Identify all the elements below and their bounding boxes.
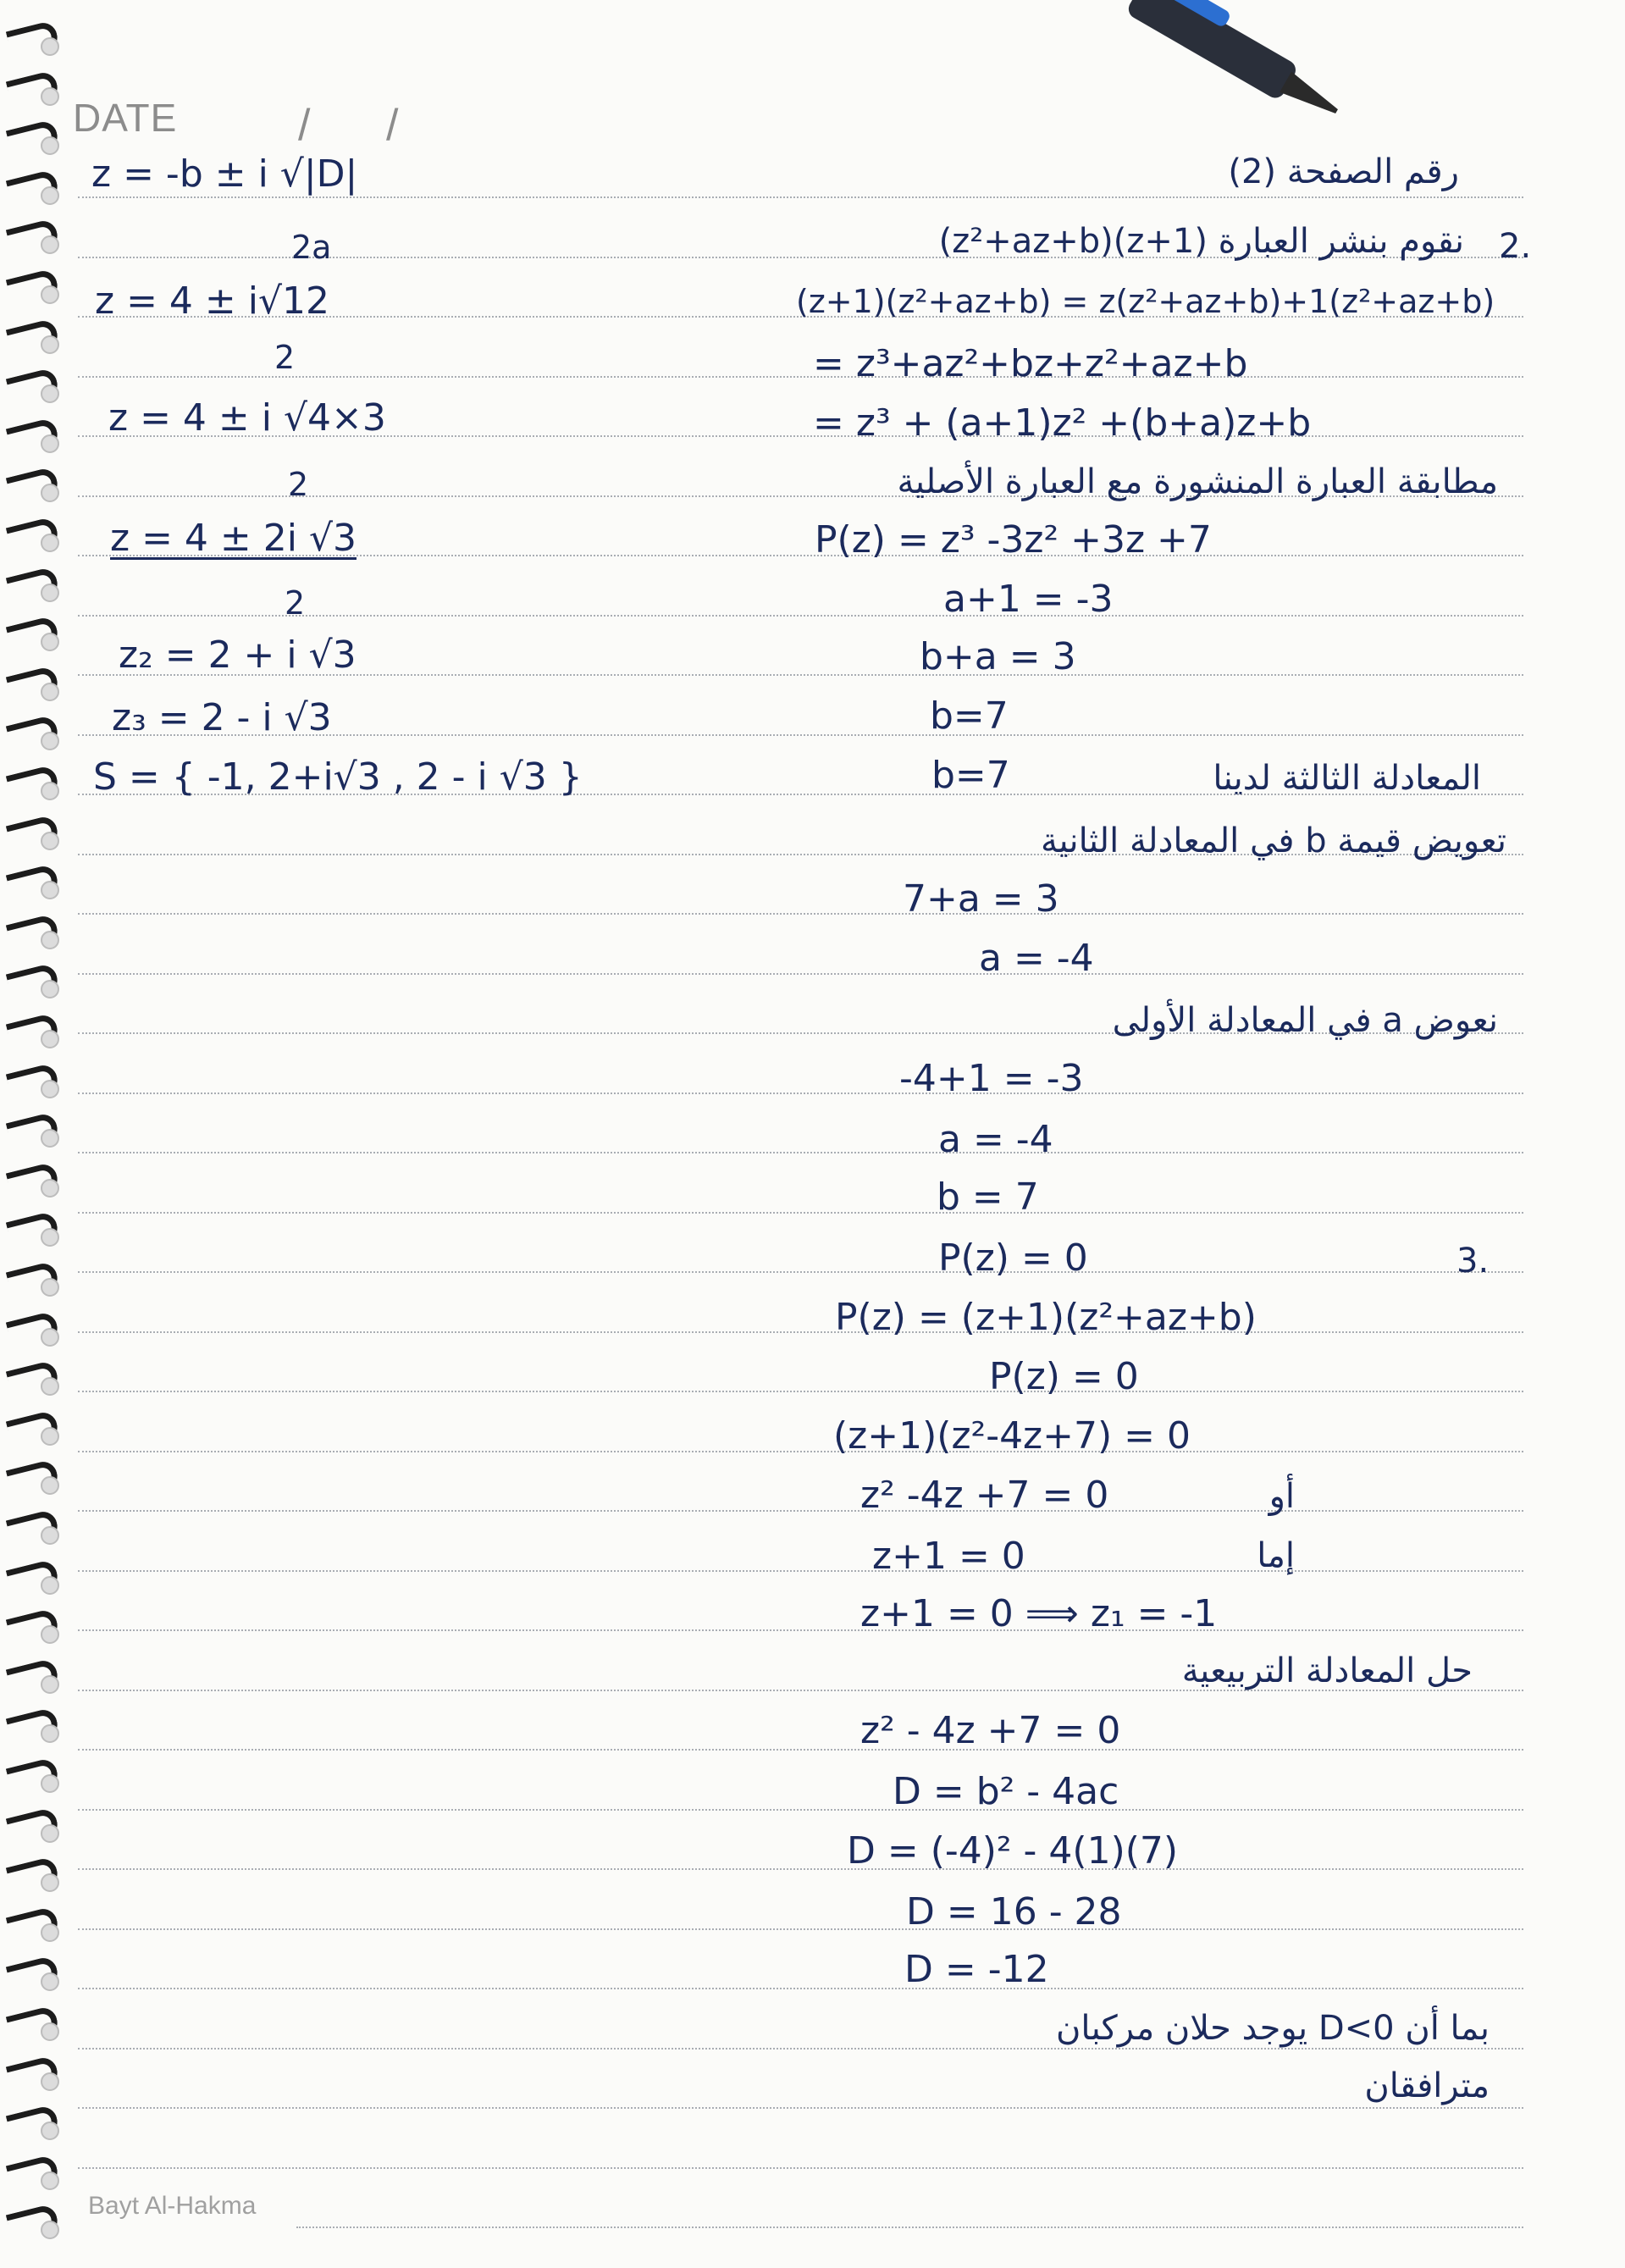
binding-hole — [41, 2171, 59, 2190]
binding-hole — [41, 285, 59, 304]
step-equation: P(z) = z³ -3z² +3z +7 — [815, 518, 1212, 561]
binding-hole — [41, 1228, 59, 1247]
binding-hole — [41, 732, 59, 750]
binding-hole — [41, 1774, 59, 1793]
step-equation: D = b² - 4ac — [893, 1770, 1119, 1813]
conclusion-text: مترافقان — [1364, 2066, 1490, 2105]
binding-hole — [41, 1080, 59, 1098]
date-label: DATE — [73, 96, 178, 140]
binding-hole — [41, 335, 59, 354]
step-equation: a = -4 — [938, 1118, 1053, 1161]
spiral-binding — [0, 0, 68, 2268]
binding-hole — [41, 584, 59, 602]
step-equation: b+a = 3 — [920, 635, 1076, 678]
binding-hole — [41, 931, 59, 949]
formula-line: z = 4 ± i √4×3 — [108, 396, 386, 440]
formula-line: z₃ = 2 - i √3 — [112, 696, 332, 739]
binding-hole — [41, 235, 59, 254]
binding-hole — [41, 1873, 59, 1892]
binding-hole — [41, 534, 59, 552]
step-equation: D = (-4)² - 4(1)(7) — [847, 1829, 1179, 1872]
brand-footer: Bayt Al-Hakma — [88, 2192, 257, 2220]
binding-hole — [41, 434, 59, 453]
step-text: حل المعادلة التربيعية — [1181, 1651, 1473, 1690]
binding-hole — [41, 980, 59, 998]
binding-hole — [41, 2022, 59, 2041]
step-text: نقوم بنشر العبارة (z+1)(z²+az+b) — [938, 222, 1464, 261]
binding-hole — [41, 136, 59, 155]
binding-hole — [41, 832, 59, 850]
ruled-line — [78, 1331, 1523, 1333]
step-equation: b = 7 — [937, 1175, 1039, 1219]
ruled-line — [78, 1271, 1523, 1273]
step-text: أو — [1268, 1477, 1295, 1516]
formula-line: 2 — [288, 466, 309, 503]
binding-hole — [41, 1030, 59, 1048]
binding-hole — [41, 1923, 59, 1942]
ruled-line — [78, 1988, 1523, 1989]
step-equation: b=7 — [930, 694, 1009, 738]
step-equation: = z³+az²+bz+z²+az+b — [813, 342, 1248, 385]
ruled-line — [78, 1093, 1523, 1094]
step-equation: (z+1)(z²+az+b) = z(z²+az+b)+1(z²+az+b) — [796, 283, 1495, 320]
step-equation: D = 16 - 28 — [906, 1890, 1122, 1933]
binding-hole — [41, 633, 59, 651]
binding-hole — [41, 1625, 59, 1644]
ruled-line — [78, 2107, 1523, 2109]
step-equation: z+1 = 0 — [872, 1535, 1025, 1578]
ruled-line — [78, 2167, 1523, 2169]
step-equation: a = -4 — [979, 937, 1094, 980]
step-equation: a+1 = -3 — [943, 578, 1114, 621]
ruled-line — [78, 1212, 1523, 1214]
formula-line: z₂ = 2 + i √3 — [119, 633, 357, 677]
ruled-line — [78, 1809, 1523, 1811]
binding-hole — [41, 1129, 59, 1148]
formula-line: 2 — [285, 584, 306, 622]
binding-hole — [41, 782, 59, 800]
step-equation: P(z) = (z+1)(z²+az+b) — [835, 1296, 1257, 1339]
step-equation: b=7 — [931, 754, 1010, 797]
binding-hole — [41, 1476, 59, 1495]
step-equation: z+1 = 0 ⟹ z₁ = -1 — [860, 1592, 1218, 1635]
step-equation: z² -4z +7 = 0 — [860, 1474, 1109, 1517]
ruled-line — [78, 1451, 1523, 1452]
ruled-line — [78, 1391, 1523, 1392]
ruled-line — [78, 2048, 1523, 2049]
step-equation: = z³ + (a+1)z² +(b+a)z+b — [813, 401, 1312, 445]
ruled-line — [78, 376, 1523, 378]
ruled-line — [78, 1868, 1523, 1870]
binding-hole — [41, 1427, 59, 1446]
step-text: نعوض a في المعادلة الأولى — [1112, 1001, 1498, 1040]
formula-line: z = -b ± i √|D| — [91, 152, 358, 196]
binding-hole — [41, 384, 59, 403]
conclusion-text: بما أن D<0 يوجد حلان مركبان — [1056, 2009, 1490, 2048]
binding-hole — [41, 2072, 59, 2091]
binding-hole — [41, 87, 59, 106]
binding-hole — [41, 186, 59, 205]
ruled-line — [78, 1629, 1523, 1631]
step-equation: -4+1 = -3 — [899, 1057, 1084, 1100]
binding-hole — [41, 1724, 59, 1743]
binding-hole — [41, 1824, 59, 1843]
step-equation: z² - 4z +7 = 0 — [860, 1709, 1121, 1752]
item-number: 3. — [1456, 1242, 1490, 1281]
binding-hole — [41, 1179, 59, 1198]
ruled-line — [296, 2227, 1523, 2228]
step-equation: P(z) = 0 — [989, 1355, 1139, 1398]
binding-hole — [41, 37, 59, 56]
binding-hole — [41, 1377, 59, 1396]
date-slash-1: / — [298, 101, 311, 150]
step-equation: 7+a = 3 — [903, 877, 1059, 921]
step-text: المعادلة الثالثة لدينا — [1213, 759, 1481, 798]
ruled-line — [78, 1570, 1523, 1572]
formula-line: 2 — [274, 339, 296, 376]
binding-hole — [41, 881, 59, 899]
ruled-line — [78, 1510, 1523, 1512]
ruled-line — [78, 196, 1523, 198]
step-text: إما — [1257, 1536, 1295, 1575]
formula-line: z = 4 ± 2i √3 — [110, 517, 357, 560]
binding-hole — [41, 1675, 59, 1694]
step-equation: D = -12 — [904, 1948, 1049, 1991]
page-number: رقم الصفحة (2) — [1228, 152, 1459, 191]
binding-hole — [41, 1526, 59, 1545]
item-number: 2. — [1499, 227, 1532, 266]
binding-hole — [41, 2221, 59, 2239]
step-text: مطابقة العبارة المنشورة مع العبارة الأصلية — [897, 462, 1498, 501]
binding-hole — [41, 683, 59, 701]
formula-line: z = 4 ± i√12 — [95, 279, 330, 323]
ruled-line — [78, 1928, 1523, 1930]
binding-hole — [41, 1576, 59, 1595]
binding-hole — [41, 1972, 59, 1991]
step-equation: P(z) = 0 — [938, 1236, 1088, 1280]
ruled-line — [78, 1152, 1523, 1153]
step-equation: (z+1)(z²-4z+7) = 0 — [833, 1414, 1191, 1458]
ruled-line — [78, 973, 1523, 975]
solution-set: S = { -1, 2+i√3 , 2 - i √3 } — [93, 755, 583, 799]
binding-hole — [41, 484, 59, 502]
binding-hole — [41, 1328, 59, 1347]
step-text: تعويض قيمة b في المعادلة الثانية — [1041, 821, 1506, 860]
ruled-line — [78, 913, 1523, 915]
ruled-line — [78, 1749, 1523, 1751]
date-slash-2: / — [386, 101, 399, 150]
pen-image — [1120, 0, 1355, 140]
binding-hole — [41, 1278, 59, 1297]
binding-hole — [41, 2121, 59, 2140]
formula-line: 2a — [291, 229, 332, 266]
